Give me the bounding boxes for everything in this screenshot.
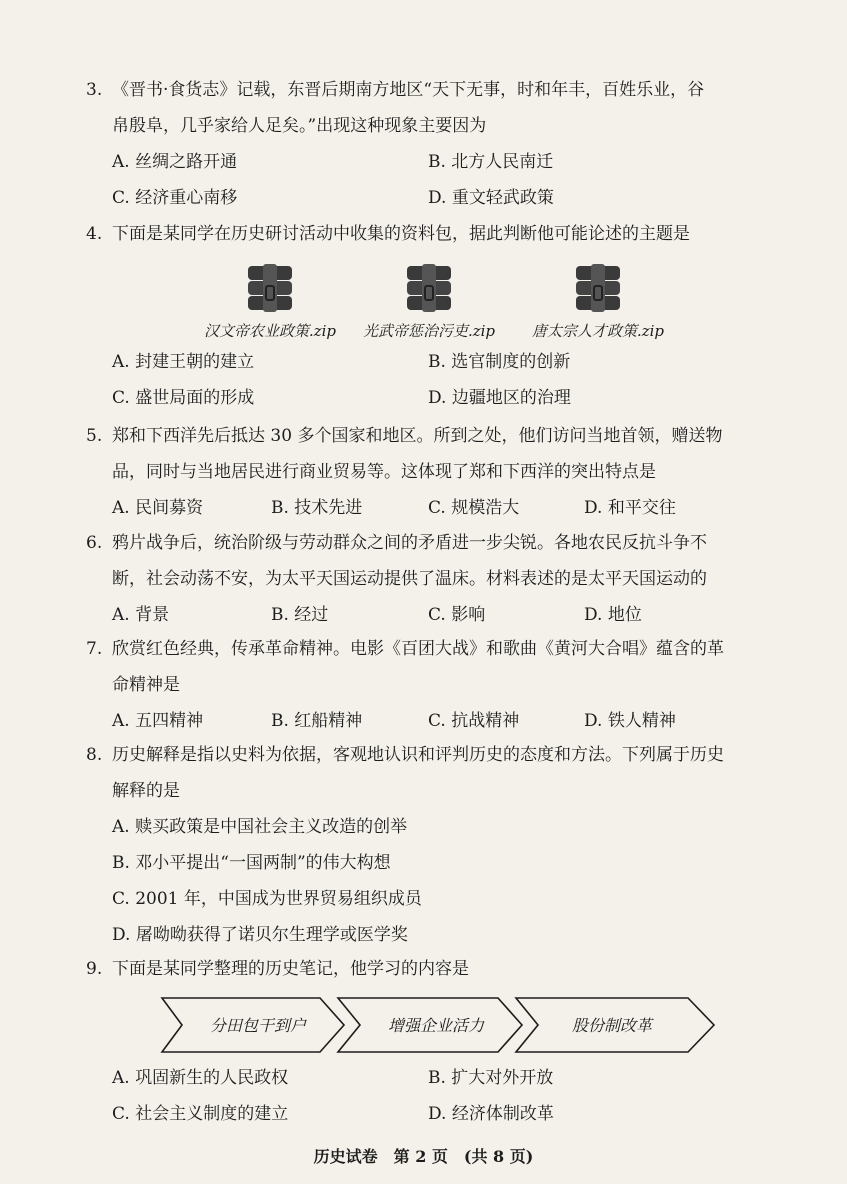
option-c[interactable]: C. 社会主义制度的建立 [112, 1104, 289, 1124]
zip-file-name: 唐太宗人才政策.zip [531, 322, 665, 340]
option-b[interactable]: B. 红船精神 [271, 711, 363, 731]
option-b[interactable]: B. 北方人民南迁 [428, 152, 554, 172]
option-c[interactable]: C. 2001 年，中国成为世界贸易组织成员 [112, 889, 422, 909]
zip-file-name: 汉文帝农业政策.zip [203, 322, 337, 340]
options-row [86, 703, 776, 739]
options-grid [86, 344, 776, 380]
option-d[interactable]: D. 铁人精神 [584, 711, 676, 731]
option-d[interactable]: D. 和平交往 [584, 498, 676, 518]
zip-file[interactable] [344, 262, 514, 341]
question-stem: 命精神是 [112, 675, 180, 695]
question-number: 4. [86, 224, 103, 244]
option-d[interactable]: D. 重文轻武政策 [428, 188, 554, 208]
question-number: 7. [86, 639, 103, 659]
option-a[interactable]: A. 赎买政策是中国社会主义改造的创举 [112, 817, 408, 837]
options-grid [86, 180, 776, 216]
question-number: 6. [86, 533, 103, 553]
question-7 [86, 631, 776, 739]
page-footer: 历史试卷 第 2 页 (共 8 页) [313, 1147, 534, 1166]
options-row [86, 597, 776, 633]
question-number: 5. [86, 426, 103, 446]
question-8 [86, 737, 776, 953]
option-b[interactable]: B. 扩大对外开放 [428, 1068, 554, 1088]
option-c[interactable]: C. 抗战精神 [428, 711, 520, 731]
options-grid [86, 144, 776, 180]
question-stem: 下面是某同学在历史研讨活动中收集的资料包，据此判断他可能论述的主题是 [112, 224, 690, 244]
question-5 [86, 418, 776, 526]
question-6 [86, 525, 776, 633]
question-stem: 下面是某同学整理的历史笔记，他学习的内容是 [112, 959, 469, 979]
option-c[interactable]: C. 经济重心南移 [112, 188, 238, 208]
option-a[interactable]: A. 丝绸之路开通 [112, 152, 238, 172]
question-stem: 欣赏红色经典，传承革命精神。电影《百团大战》和歌曲《黄河大合唱》蕴含的革 [112, 639, 724, 659]
question-4-options [86, 344, 776, 416]
question-9 [86, 951, 776, 987]
option-c[interactable]: C. 影响 [428, 605, 486, 625]
option-a[interactable]: A. 巩固新生的人民政权 [112, 1068, 289, 1088]
option-d[interactable]: D. 地位 [584, 605, 642, 625]
question-9-options [86, 1060, 776, 1132]
question-stem: 帛殷阜，几乎家给人足矣。”出现这种现象主要因为 [112, 116, 487, 136]
option-a[interactable]: A. 背景 [112, 605, 170, 625]
flow-step-3: 股份制改革 [572, 1016, 653, 1035]
archive-icon [245, 262, 295, 314]
archive-icon [404, 262, 454, 314]
options-row [86, 490, 776, 526]
notes-flowchart [160, 996, 720, 1054]
archive-icon [573, 262, 623, 314]
option-b[interactable]: B. 技术先进 [271, 498, 363, 518]
option-d[interactable]: D. 经济体制改革 [428, 1104, 554, 1124]
option-d[interactable]: D. 边疆地区的治理 [428, 388, 571, 408]
question-stem: 品，同时与当地居民进行商业贸易等。这体现了郑和下西洋的突出特点是 [112, 462, 656, 482]
options-grid [86, 1060, 776, 1096]
options-grid [86, 1096, 776, 1132]
question-stem: 历史解释是指以史料为依据，客观地认识和评判历史的态度和方法。下列属于历史 [112, 745, 724, 765]
option-a[interactable]: A. 五四精神 [112, 711, 204, 731]
option-d[interactable]: D. 屠呦呦获得了诺贝尔生理学或医学奖 [112, 925, 408, 945]
question-number: 8. [86, 745, 103, 765]
flow-step-1: 分田包干到户 [210, 1016, 307, 1035]
zip-file-name: 光武帝惩治污吏.zip [362, 322, 496, 340]
option-a[interactable]: A. 封建王朝的建立 [112, 352, 255, 372]
option-b[interactable]: B. 邓小平提出“一国两制”的伟大构想 [112, 853, 391, 873]
options-grid [86, 380, 776, 416]
question-stem: 解释的是 [112, 781, 180, 801]
question-3 [86, 72, 776, 216]
question-stem: 鸦片战争后，统治阶级与劳动群众之间的矛盾进一步尖锐。各地农民反抗斗争不 [112, 533, 707, 553]
question-stem: 《晋书·食货志》记载，东晋后期南方地区“天下无事，时和年丰，百姓乐业，谷 [112, 80, 705, 100]
option-b[interactable]: B. 选官制度的创新 [428, 352, 571, 372]
question-number: 3. [86, 80, 103, 100]
question-number: 9. [86, 959, 103, 979]
zip-file[interactable] [508, 262, 688, 341]
question-stem: 断，社会动荡不安，为太平天国运动提供了温床。材料表述的是太平天国运动的 [112, 569, 707, 589]
question-stem: 郑和下西洋先后抵达 30 多个国家和地区。所到之处，他们访问当地首领，赠送物 [112, 426, 723, 446]
zip-file[interactable] [180, 262, 360, 341]
flow-step-2: 增强企业活力 [388, 1016, 485, 1035]
option-b[interactable]: B. 经过 [271, 605, 329, 625]
option-a[interactable]: A. 民间募资 [112, 498, 204, 518]
option-c[interactable]: C. 规模浩大 [428, 498, 520, 518]
question-4 [86, 216, 776, 252]
option-c[interactable]: C. 盛世局面的形成 [112, 388, 255, 408]
resource-pack [0, 262, 847, 342]
